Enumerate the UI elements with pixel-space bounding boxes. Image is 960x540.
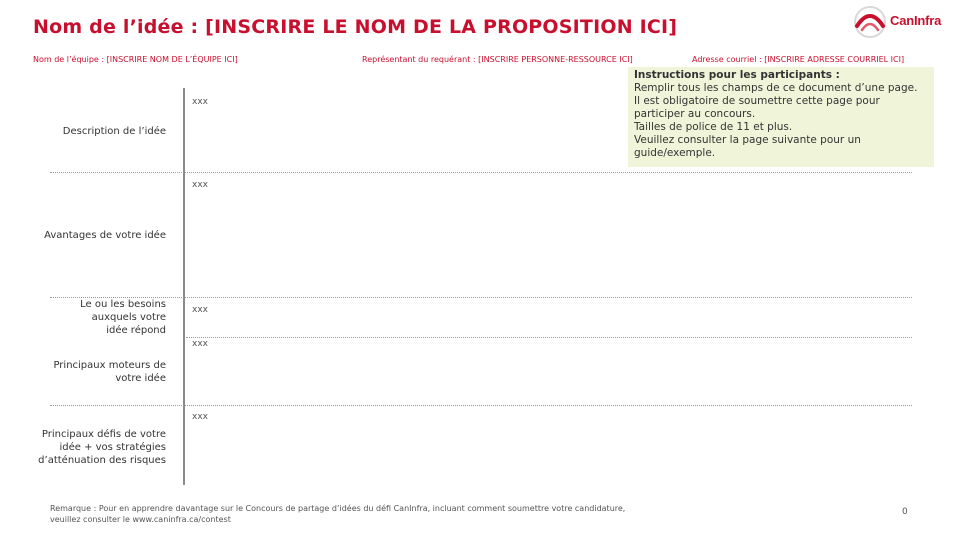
caninfra-logo [852,4,948,40]
instructions-box [628,67,934,167]
section-divider [50,405,912,406]
logo-arc-icon [852,4,888,40]
section-label-needs: Le ou les besoins auxquels votre idée répond [80,299,166,336]
team-name-field: Nom de l’équipe : [INSCRIRE NOM DE L’ÉQUIPE ICI] [33,55,238,64]
section-content[interactable]: xxx [192,305,208,315]
instruction-line: Il est obligatoire de soumettre cette page pour participer au concours. [634,95,880,120]
footer-note: Remarque : Pour en apprendre davantage sur le Concours de partage d’idées du défi CanInfra, incluant comment soumettre votre candidature, veuillez consulter le www.caninfra.ca/contest [50,504,626,524]
instructions-heading: Instructions pour les participants : [634,69,840,81]
instruction-line: Remplir tous les champs de ce document d’une page. [634,82,918,94]
page-title: Nom de l’idée : [INSCRIRE LE NOM DE LA PROPOSITION ICI] [33,16,678,38]
section-content[interactable]: xxx [192,339,208,349]
section-content[interactable]: xxx [192,412,208,422]
column-divider [183,88,185,485]
instruction-line: Veuillez consulter la page suivante pour un guide/exemple. [634,134,861,159]
section-label-benefits: Avantages de votre idée [44,230,166,241]
email-field: Adresse courriel : [INSCRIRE ADRESSE COURRIEL ICI] [692,55,905,64]
section-content[interactable]: xxx [192,180,208,190]
section-divider [50,297,912,298]
section-content[interactable]: xxx [192,97,208,107]
representative-field: Représentant du requérant : [INSCRIRE PERSONNE-RESSOURCE ICI] [362,55,633,64]
section-label-drivers: Principaux moteurs de votre idée [53,360,166,384]
logo-text: CanInfra [890,13,942,28]
instruction-line: Tailles de police de 11 et plus. [634,121,793,133]
section-divider [50,172,912,173]
section-divider [186,337,912,338]
page-number: 0 [902,507,908,517]
section-label-description: Description de l’idée [62,126,166,137]
section-label-challenges: Principaux défis de votre idée + vos stratégies d’atténuation des risques [38,429,166,466]
